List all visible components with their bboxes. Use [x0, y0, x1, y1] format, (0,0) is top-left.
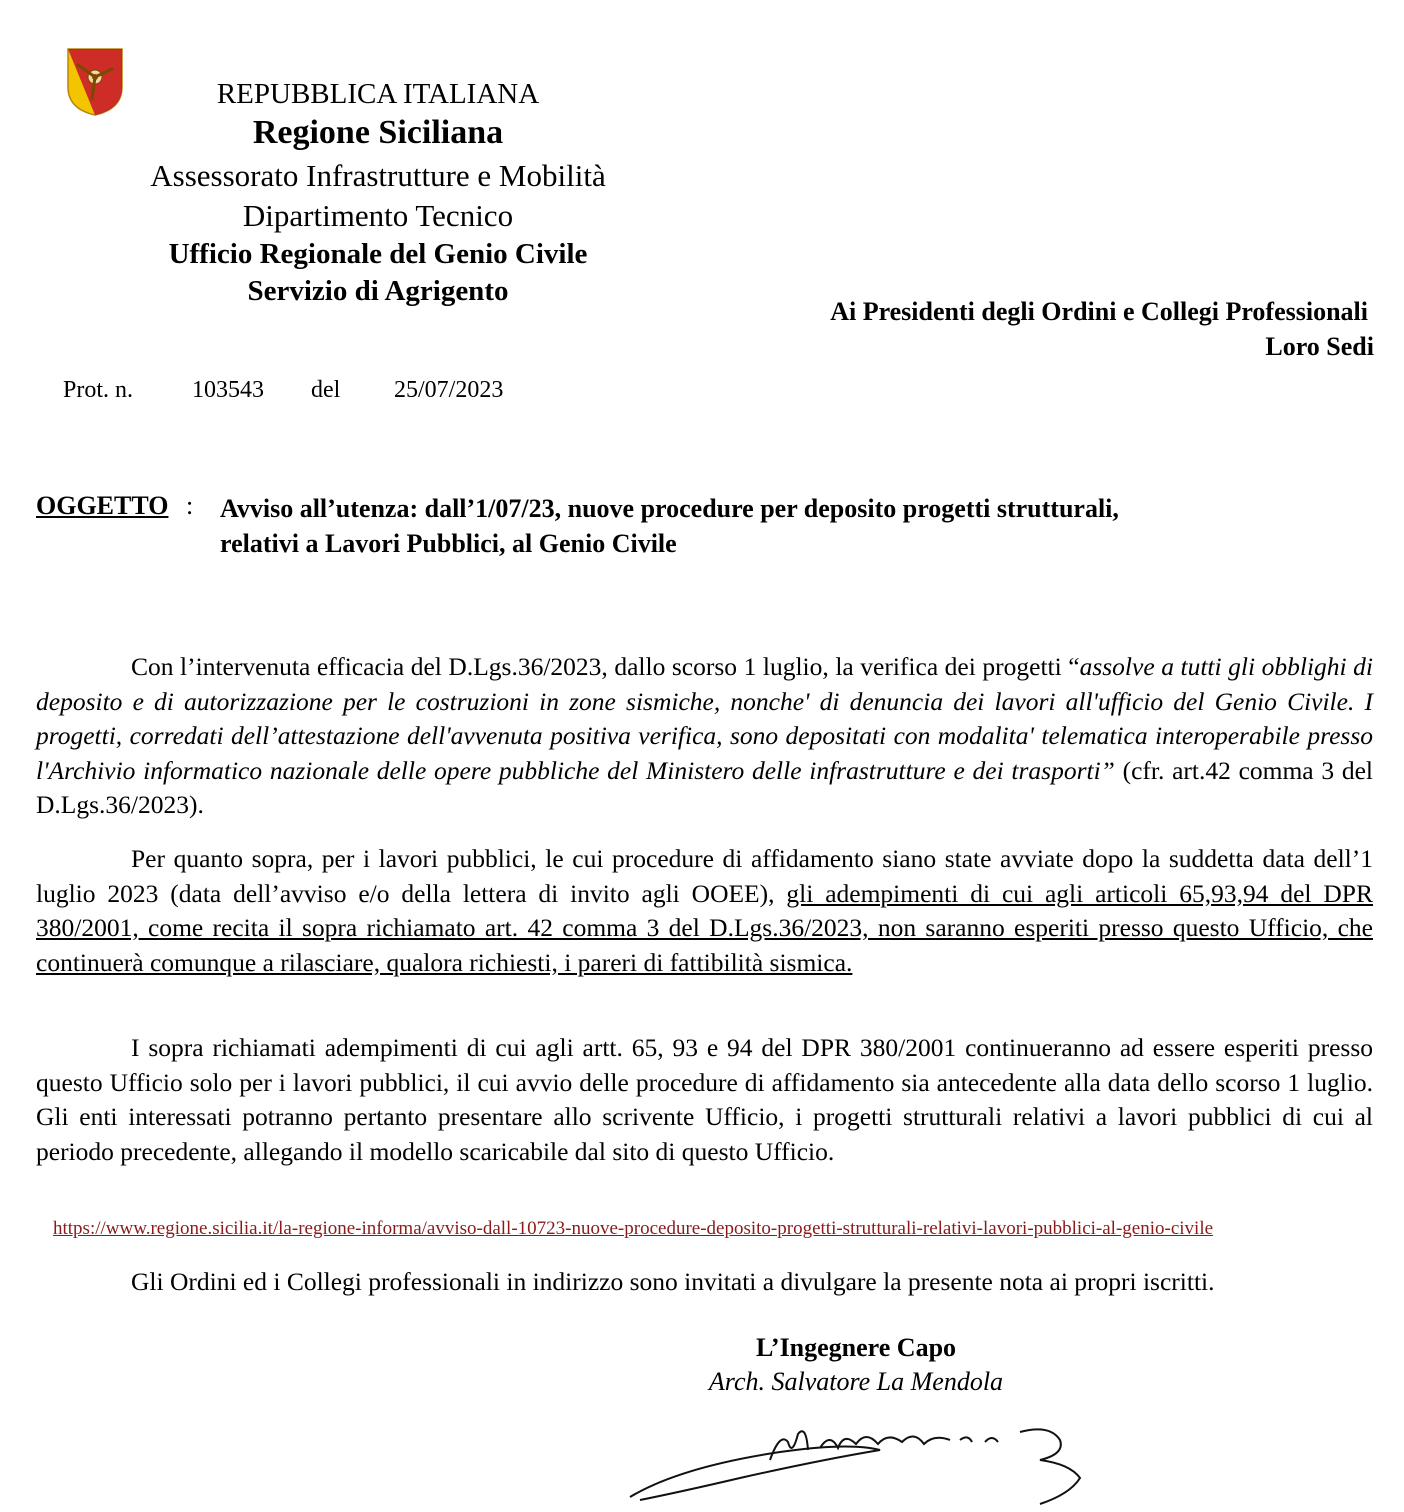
recipient-line1: Ai Presidenti degli Ordini e Collegi Professionali: [830, 297, 1368, 326]
paragraph-2: [36, 842, 1373, 980]
protocol-label: Prot. n.: [63, 377, 134, 403]
protocol-date: 25/07/2023: [394, 377, 504, 403]
paragraph-1-start: Con l’intervenuta efficacia del D.Lgs.36/2023, dallo scorso 1 luglio, la verifica dei progetti “: [131, 652, 1080, 681]
subject-line1: Avviso all’utenza: dall’1/07/23, nuove procedure per deposito progetti strutturali,: [220, 494, 1119, 523]
handwritten-signature: [620, 1412, 1120, 1512]
paragraph-2-underlined: gli adempimenti di cui agli articoli 65,93,94 del DPR 380/2001, come recita il sopra richiamato art. 42 comma 3 del D.Lgs.36/2023, non saranno esperiti presso questo Ufficio, che continuerà comunque a rilasciare, qualora richiesti, i pareri di fattibilità sismica.: [36, 878, 1374, 977]
signature-name: Arch. Salvatore La Mendola: [708, 1367, 1004, 1396]
download-link[interactable]: https://www.regione.sicilia.it/la-regione-informa/avviso-dall-10723-nuove-procedure-deposito-progetti-strutturali-relativi-lavori-pubblici-al-genio-civile: [53, 1218, 1214, 1239]
header-servizio: Servizio di Agrigento: [247, 275, 509, 307]
header-republic: REPUBBLICA ITALIANA: [216, 78, 540, 110]
header-ufficio: Ufficio Regionale del Genio Civile: [168, 238, 588, 270]
header-region: Regione Siciliana: [252, 114, 504, 151]
paragraph-2-start: Per quanto sopra, per i lavori pubblici, le cui procedure di affidamento siano state avviate dopo la suddetta data dell’1 luglio 2023 (data dell’avviso e/o della lettera di invito agli OOEE),: [36, 844, 1373, 908]
header-dipartimento: Dipartimento Tecnico: [242, 198, 514, 233]
paragraph-1: [36, 650, 1373, 823]
recipient-line2: Loro Sedi: [1265, 332, 1374, 361]
protocol-number: 103543: [192, 377, 264, 403]
subject-text: [220, 491, 1320, 561]
header-assessorato: Assessorato Infrastrutture e Mobilità: [150, 158, 606, 193]
paragraph-1-end: (cfr. art.42 comma 3 del D.Lgs.36/2023).: [36, 755, 1373, 819]
subject-label: OGGETTO: [36, 491, 169, 520]
paragraph-4: Gli Ordini ed i Collegi professionali in indirizzo sono invitati a divulgare la presente nota ai propri iscritti.: [131, 1267, 1215, 1296]
protocol-del-label: del: [311, 377, 341, 403]
subject-colon: :: [186, 491, 194, 520]
paragraph-1-quote: assolve a tutti gli obblighi di deposito e di autorizzazione per le costruzioni in zone sismiche, nonche' di denuncia dei lavori all'ufficio del Genio Civile. I progetti, corredati dell’attestazione dell'avvenuta positiva verifica, sono depositati con modalita' telematica interoperabile presso l'Archivio informatico nazionale delle opere pubbliche del Ministero delle infrastrutture e dei trasporti”: [36, 652, 1373, 785]
paragraph-3: I sopra richiamati adempimenti di cui agli artt. 65, 93 e 94 del DPR 380/2001 continueranno ad essere esperiti presso questo Ufficio solo per i lavori pubblici, il cui avvio delle procedure di affidamento sia antecedente alla data dello scorso 1 luglio. Gli enti interessati potranno pertanto presentare allo scrivente Ufficio, i progetti strutturali relativi a lavori pubblici di cui al periodo precedente, allegando il modello scaricabile dal sito di questo Ufficio.: [36, 1033, 1373, 1166]
subject-line2: relativi a Lavori Pubblici, al Genio Civile: [220, 529, 677, 558]
signature-title: L’Ingegnere Capo: [755, 1333, 957, 1362]
